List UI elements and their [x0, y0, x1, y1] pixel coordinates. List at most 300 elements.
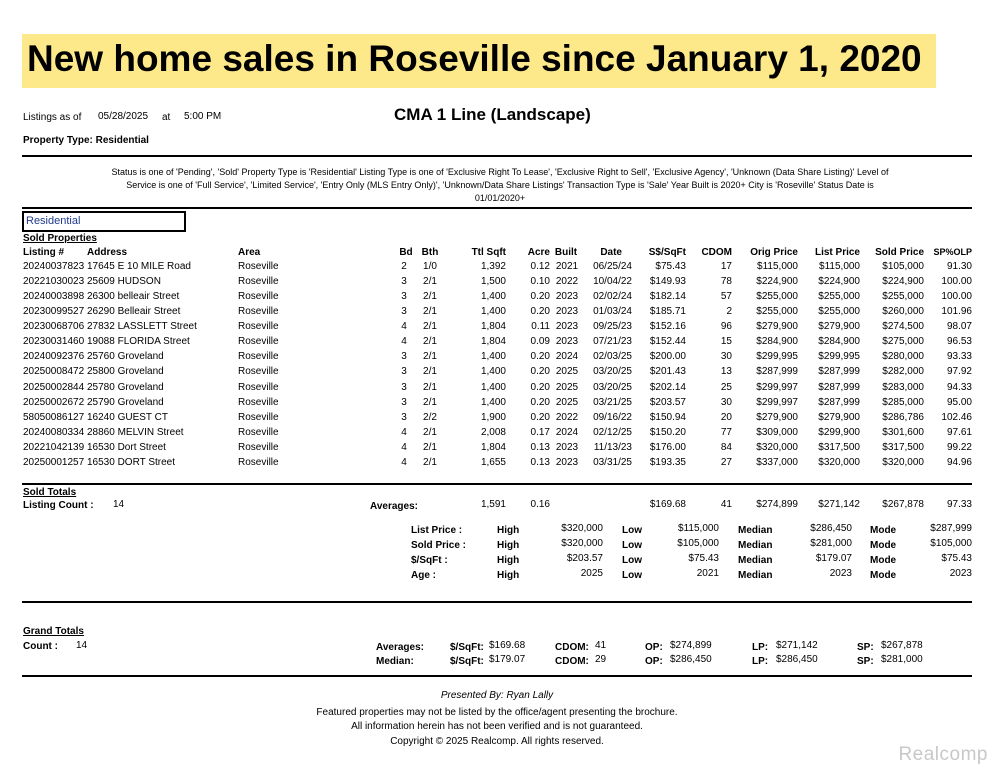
- stat-row: [0, 523, 994, 538]
- cell-date: 10/04/22: [593, 276, 632, 288]
- sold-properties-label: Sold Properties: [23, 233, 97, 244]
- stat-high-value: 2025: [580, 568, 603, 579]
- cell-cdom: 57: [720, 291, 732, 303]
- cell-area: Roseville: [238, 321, 279, 333]
- cell-area: Roseville: [238, 336, 279, 348]
- cell-price-per-sqft: $202.14: [649, 381, 686, 393]
- grand-med-lp: $286,450: [776, 654, 818, 665]
- cell-sold-price: $224,900: [882, 276, 924, 288]
- cell-sold-price: $255,000: [882, 291, 924, 303]
- stat-low-value: $115,000: [678, 523, 719, 534]
- cell-cdom: 13: [720, 366, 732, 378]
- grand-cdom-label: CDOM:: [555, 642, 589, 653]
- column-header-sp-olp: SP%OLP: [933, 247, 972, 257]
- cell-year-built: 2025: [555, 396, 579, 408]
- column-header-year-built: Built: [554, 247, 578, 258]
- cell-total-sqft: 1,655: [480, 456, 506, 468]
- stat-mode-label: Mode: [870, 525, 897, 536]
- cell-area: Roseville: [238, 426, 279, 438]
- cell-listing-number: 20250008472: [23, 366, 85, 378]
- table-row: [0, 306, 994, 321]
- cell-date: 03/31/25: [593, 456, 632, 468]
- cell-area: Roseville: [238, 351, 279, 363]
- cell-list-price: $287,999: [818, 381, 860, 393]
- table-header: [0, 247, 994, 262]
- avg-sqft: 1,591: [480, 499, 506, 510]
- cell-address: 28860 MELVIN Street: [87, 426, 184, 438]
- grand-avg-cdom: 41: [595, 640, 607, 651]
- table-row: [0, 427, 994, 442]
- report-time: 5:00 PM: [184, 111, 222, 122]
- cell-bedrooms: 3: [401, 276, 407, 288]
- listing-count-label: Listing Count :: [23, 500, 94, 511]
- cell-acre: 0.11: [531, 321, 550, 333]
- avg-cdom: 41: [720, 499, 732, 510]
- cell-baths: 2/1: [423, 381, 437, 393]
- grand-med-op: $286,450: [670, 654, 712, 665]
- stat-label: Sold Price :: [411, 540, 467, 551]
- cell-address: 16530 Dort Street: [87, 441, 166, 453]
- cell-area: Roseville: [238, 411, 279, 423]
- cell-price-per-sqft: $149.93: [649, 276, 686, 288]
- column-header-area: Area: [238, 247, 261, 258]
- stat-low-label: Low: [622, 525, 642, 536]
- cell-acre: 0.20: [530, 381, 550, 393]
- cell-date: 03/20/25: [593, 381, 632, 393]
- cell-price-per-sqft: $182.14: [649, 291, 686, 303]
- stat-label: $/SqFt :: [411, 555, 448, 566]
- criteria-line-2: Service is one of 'Full Service', 'Limited Service', 'Entry Only (MLS Entry Only)', 'Unknown/Data Share Listings' Transaction Type is 'Sale' Year Built is 2020+ City is 'Roseville' Status Date is: [126, 180, 874, 190]
- cell-sp-olp: 101.96: [941, 306, 972, 318]
- disclaimer-line-1: Featured properties may not be listed by the office/agent presenting the brochure.: [316, 707, 678, 718]
- stat-low-value: 2021: [696, 568, 719, 579]
- cell-sp-olp: 99.22: [946, 441, 972, 453]
- grand-avg-op: $274,899: [670, 640, 712, 651]
- grand-med-ppsf: $179.07: [489, 654, 526, 665]
- cell-year-built: 2023: [555, 456, 579, 468]
- cell-baths: 2/1: [423, 336, 437, 348]
- stat-mode-label: Mode: [870, 540, 897, 551]
- cell-cdom: 15: [720, 336, 732, 348]
- stat-high-label: High: [497, 525, 520, 536]
- cell-total-sqft: 1,400: [480, 351, 506, 363]
- table-row: [0, 321, 994, 336]
- stat-mode-value: $287,999: [930, 523, 972, 534]
- cell-sold-price: $285,000: [882, 396, 924, 408]
- stat-high-value: $203.57: [566, 553, 603, 564]
- table-row: [0, 397, 994, 412]
- cell-year-built: 2023: [555, 306, 579, 318]
- cell-price-per-sqft: $176.00: [649, 441, 686, 453]
- cell-address: 16530 DORT Street: [87, 456, 176, 468]
- cell-year-built: 2023: [555, 336, 579, 348]
- cell-date: 06/25/24: [593, 261, 632, 272]
- table-row: [0, 276, 994, 291]
- cell-listing-number: 20221030023: [23, 276, 85, 288]
- stat-median-label: Median: [738, 555, 773, 566]
- column-header-orig-price: Orig Price: [750, 247, 798, 258]
- cell-baths: 2/1: [423, 396, 437, 408]
- cell-year-built: 2022: [555, 276, 579, 288]
- cell-bedrooms: 3: [401, 306, 407, 318]
- stat-row: [0, 553, 994, 568]
- cell-bedrooms: 2: [401, 261, 407, 272]
- cell-baths: 2/1: [423, 441, 437, 453]
- cell-orig-price: $337,000: [756, 456, 798, 468]
- cell-orig-price: $279,900: [756, 411, 798, 423]
- grand-avg-sp: $267,878: [881, 640, 923, 651]
- cell-total-sqft: 1,804: [480, 336, 506, 348]
- cell-price-per-sqft: $193.35: [649, 456, 686, 468]
- table-row: [0, 336, 994, 351]
- listings-as-of-label: Listings as of: [23, 112, 82, 123]
- stat-mode-label: Mode: [870, 555, 897, 566]
- banner: [22, 34, 936, 88]
- table-row: [0, 412, 994, 427]
- cell-list-price: $115,000: [819, 261, 860, 272]
- stat-high-label: High: [497, 570, 520, 581]
- cell-cdom: 30: [720, 351, 732, 363]
- cell-cdom: 2: [726, 306, 732, 318]
- cell-year-built: 2024: [555, 426, 579, 438]
- grand-lp-label: LP:: [752, 642, 769, 653]
- cell-year-built: 2023: [555, 291, 579, 303]
- grand-averages-label: Averages:: [376, 642, 424, 653]
- cell-orig-price: $309,000: [756, 426, 798, 438]
- report-date: 05/28/2025: [98, 111, 149, 122]
- cell-acre: 0.13: [530, 456, 550, 468]
- cell-orig-price: $115,000: [757, 261, 798, 272]
- criteria-line-1: Status is one of 'Pending', 'Sold' Property Type is 'Residential' Listing Type is one of 'Exclusive Right To Lease', 'Exclusive Right to Sell', 'Exclusive Agency', 'Unknown (Data Share Listing)' Level of: [111, 167, 889, 177]
- cell-baths: 2/1: [423, 426, 437, 438]
- grand-ppsf-label: $/SqFt:: [450, 656, 484, 667]
- grand-med-cdom: 29: [595, 654, 607, 665]
- stat-row: [0, 568, 994, 583]
- stat-high-value: $320,000: [561, 523, 603, 534]
- grand-avg-lp: $271,142: [776, 640, 818, 651]
- cell-price-per-sqft: $150.20: [649, 426, 686, 438]
- cell-acre: 0.20: [530, 411, 550, 423]
- grand-sp-label: SP:: [857, 656, 874, 667]
- cell-list-price: $255,000: [818, 306, 860, 318]
- cell-cdom: 20: [720, 411, 732, 423]
- cell-cdom: 17: [720, 261, 732, 272]
- count-value: 14: [76, 640, 88, 651]
- stat-median-label: Median: [738, 570, 773, 581]
- cell-bedrooms: 4: [401, 426, 407, 438]
- cell-price-per-sqft: $152.44: [649, 336, 686, 348]
- table-row: [0, 457, 994, 472]
- copyright: Copyright © 2025 Realcomp. All rights reserved.: [390, 736, 604, 747]
- cell-total-sqft: 1,400: [480, 396, 506, 408]
- column-header-cdom: CDOM: [701, 247, 732, 258]
- cell-sp-olp: 97.61: [946, 426, 972, 438]
- cell-acre: 0.20: [530, 291, 550, 303]
- cell-address: 25760 Groveland: [87, 351, 164, 363]
- cell-date: 09/16/22: [593, 411, 632, 423]
- cell-listing-number: 20230099527: [23, 306, 85, 318]
- avg-list-price: $271,142: [818, 499, 860, 510]
- cell-acre: 0.20: [530, 351, 550, 363]
- cell-acre: 0.13: [530, 441, 550, 453]
- cell-year-built: 2022: [555, 411, 579, 423]
- cell-listing-number: 20230031460: [23, 336, 85, 348]
- column-header-listing-number: Listing #: [23, 247, 65, 258]
- cell-list-price: $255,000: [818, 291, 860, 303]
- column-header-total-sqft: Ttl Sqft: [471, 247, 506, 258]
- cell-area: Roseville: [238, 456, 279, 468]
- cell-orig-price: $320,000: [756, 441, 798, 453]
- cell-bedrooms: 3: [401, 396, 407, 408]
- stat-row: [0, 538, 994, 553]
- cell-address: 19088 FLORIDA Street: [87, 336, 190, 348]
- cell-address: 26300 belleair Street: [87, 291, 180, 303]
- cell-list-price: $317,500: [818, 441, 860, 453]
- cell-list-price: $299,900: [818, 426, 860, 438]
- cell-address: 27832 LASSLETT Street: [87, 321, 197, 333]
- cell-price-per-sqft: $203.57: [649, 396, 686, 408]
- cell-acre: 0.12: [530, 261, 550, 272]
- column-header-address: Address: [87, 247, 128, 258]
- avg-sp-olp: 97.33: [946, 499, 972, 510]
- table-row: [0, 261, 994, 276]
- cell-year-built: 2023: [555, 321, 579, 333]
- stat-mode-value: $75.43: [941, 553, 972, 564]
- cell-sp-olp: 93.33: [946, 351, 972, 363]
- realcomp-watermark: Realcomp: [898, 744, 988, 765]
- report-title: CMA 1 Line (Landscape): [394, 105, 591, 124]
- stat-high-label: High: [497, 555, 520, 566]
- property-type: Property Type: Residential: [23, 135, 149, 146]
- cell-sp-olp: 102.46: [941, 411, 972, 423]
- cell-total-sqft: 1,900: [480, 411, 506, 423]
- at-label: at: [162, 112, 171, 123]
- cell-cdom: 96: [720, 321, 732, 333]
- stat-median-value: $281,000: [810, 538, 852, 549]
- cell-year-built: 2025: [555, 366, 579, 378]
- cell-sold-price: $260,000: [882, 306, 924, 318]
- cell-sp-olp: 96.53: [946, 336, 972, 348]
- stat-median-value: 2023: [829, 568, 852, 579]
- cell-listing-number: 20240003898: [23, 291, 85, 303]
- cell-price-per-sqft: $201.43: [649, 366, 686, 378]
- stat-mode-value: 2023: [949, 568, 972, 579]
- cell-list-price: $320,000: [818, 456, 860, 468]
- grand-op-label: OP:: [645, 656, 663, 667]
- cell-area: Roseville: [238, 441, 279, 453]
- cell-date: 02/12/25: [593, 426, 632, 438]
- cell-listing-number: 58050086127: [23, 411, 85, 423]
- stat-median-value: $286,450: [810, 523, 852, 534]
- cell-baths: 2/1: [423, 456, 437, 468]
- grand-med-sp: $281,000: [881, 654, 923, 665]
- cell-cdom: 77: [720, 426, 732, 438]
- cell-listing-number: 20230068706: [23, 321, 85, 333]
- cell-total-sqft: 1,400: [480, 381, 506, 393]
- cell-year-built: 2021: [555, 261, 579, 272]
- avg-ppsf: $169.68: [649, 499, 686, 510]
- cell-acre: 0.10: [530, 276, 550, 288]
- cell-date: 11/13/23: [593, 441, 632, 453]
- cell-price-per-sqft: $75.43: [655, 261, 686, 272]
- column-header-acre: Acre: [527, 247, 550, 258]
- cell-baths: 2/1: [423, 276, 437, 288]
- cell-listing-number: 20221042139: [23, 441, 85, 453]
- grand-averages-row: [0, 640, 994, 655]
- stat-label: List Price :: [411, 525, 463, 536]
- cell-orig-price: $299,997: [756, 381, 798, 393]
- cell-list-price: $279,900: [818, 321, 860, 333]
- cell-year-built: 2025: [555, 381, 579, 393]
- cell-price-per-sqft: $185.71: [649, 306, 686, 318]
- criteria-line-3: 01/01/2020+: [474, 193, 526, 203]
- cell-year-built: 2024: [555, 351, 579, 363]
- cell-area: Roseville: [238, 396, 279, 408]
- cell-orig-price: $255,000: [756, 306, 798, 318]
- cell-address: 17645 E 10 MILE Road: [87, 261, 191, 272]
- cell-acre: 0.20: [530, 396, 550, 408]
- table-row: [0, 366, 994, 381]
- column-header-price-per-sqft: S$/SqFt: [648, 247, 686, 258]
- column-header-date: Date: [600, 247, 622, 258]
- cell-cdom: 84: [720, 441, 732, 453]
- stat-median-label: Median: [738, 525, 773, 536]
- cell-sold-price: $275,000: [882, 336, 924, 348]
- table-row: [0, 291, 994, 306]
- stat-low-label: Low: [622, 540, 642, 551]
- cell-bedrooms: 4: [401, 456, 407, 468]
- averages-row: [0, 499, 994, 514]
- grand-cdom-label: CDOM:: [555, 656, 589, 667]
- cell-cdom: 30: [720, 396, 732, 408]
- cell-date: 01/03/24: [593, 306, 632, 318]
- cell-date: 02/02/24: [593, 291, 632, 303]
- cell-sold-price: $286,786: [882, 411, 924, 423]
- cell-sold-price: $282,000: [882, 366, 924, 378]
- cell-sold-price: $320,000: [882, 456, 924, 468]
- cell-sold-price: $280,000: [882, 351, 924, 363]
- column-header-baths: Bth: [421, 247, 439, 258]
- table-row: [0, 382, 994, 397]
- cell-acre: 0.20: [530, 366, 550, 378]
- cell-acre: 0.20: [530, 306, 550, 318]
- cell-total-sqft: 1,392: [480, 261, 506, 272]
- stat-mode-value: $105,000: [930, 538, 972, 549]
- cell-total-sqft: 1,400: [480, 366, 506, 378]
- cell-orig-price: $287,999: [756, 366, 798, 378]
- stat-mode-label: Mode: [870, 570, 897, 581]
- cell-list-price: $224,900: [818, 276, 860, 288]
- cell-bedrooms: 4: [401, 441, 407, 453]
- cell-address: 25800 Groveland: [87, 366, 164, 378]
- cell-listing-number: 20250002672: [23, 396, 85, 408]
- avg-orig-price: $274,899: [756, 499, 798, 510]
- count-label: Count :: [23, 641, 58, 652]
- cell-sp-olp: 98.07: [946, 321, 972, 333]
- cell-total-sqft: 2,008: [480, 426, 506, 438]
- cell-sold-price: $317,500: [882, 441, 924, 453]
- grand-totals-label: Grand Totals: [23, 626, 84, 637]
- cell-area: Roseville: [238, 306, 279, 318]
- divider: [22, 483, 972, 485]
- cell-sold-price: $283,000: [882, 381, 924, 393]
- cell-sp-olp: 91.30: [946, 261, 972, 272]
- cell-address: 25609 HUDSON: [87, 276, 161, 288]
- cell-cdom: 27: [720, 456, 732, 468]
- cell-listing-number: 20250002844: [23, 381, 85, 393]
- cell-bedrooms: 3: [401, 366, 407, 378]
- cell-date: 03/21/25: [593, 396, 632, 408]
- cell-bedrooms: 4: [401, 321, 407, 333]
- cell-sp-olp: 100.00: [941, 291, 972, 303]
- cell-list-price: $279,900: [818, 411, 860, 423]
- averages-label: Averages:: [370, 501, 418, 512]
- cell-list-price: $284,900: [818, 336, 860, 348]
- cell-baths: 2/1: [423, 366, 437, 378]
- cell-list-price: $287,999: [818, 366, 860, 378]
- banner-title: New home sales in Roseville since January 1, 2020: [27, 38, 922, 79]
- grand-op-label: OP:: [645, 642, 663, 653]
- cell-cdom: 25: [720, 381, 732, 393]
- avg-sold-price: $267,878: [882, 499, 924, 510]
- cell-total-sqft: 1,804: [480, 321, 506, 333]
- table-row: [0, 442, 994, 457]
- cell-sp-olp: 94.96: [946, 456, 972, 468]
- cell-area: Roseville: [238, 291, 279, 303]
- cell-baths: 2/1: [423, 306, 437, 318]
- cell-price-per-sqft: $152.16: [649, 321, 686, 333]
- stat-median-value: $179.07: [815, 553, 852, 564]
- cell-date: 09/25/23: [593, 321, 632, 333]
- cell-orig-price: $284,900: [756, 336, 798, 348]
- grand-median-row: [0, 654, 994, 669]
- presented-by: Presented By: Ryan Lally: [440, 690, 554, 701]
- cell-baths: 1/0: [423, 261, 437, 272]
- cell-sp-olp: 97.92: [946, 366, 972, 378]
- cell-baths: 2/2: [423, 411, 437, 423]
- stat-low-value: $105,000: [677, 538, 719, 549]
- cell-baths: 2/1: [423, 291, 437, 303]
- cell-address: 25780 Groveland: [87, 381, 164, 393]
- divider: [22, 601, 972, 603]
- cell-list-price: $299,995: [818, 351, 860, 363]
- cell-bedrooms: 3: [401, 381, 407, 393]
- cell-sold-price: $301,600: [882, 426, 924, 438]
- section-box-label: Residential: [26, 215, 81, 227]
- divider: [22, 675, 972, 677]
- cell-orig-price: $279,900: [756, 321, 798, 333]
- cell-sold-price: $105,000: [882, 261, 924, 272]
- divider: [22, 155, 972, 157]
- cell-date: 07/21/23: [593, 336, 632, 348]
- column-header-bedrooms: Bd: [399, 247, 413, 258]
- grand-median-label: Median:: [376, 656, 414, 667]
- cell-year-built: 2023: [555, 441, 579, 453]
- cell-bedrooms: 4: [401, 336, 407, 348]
- stat-high-label: High: [497, 540, 520, 551]
- stat-high-value: $320,000: [561, 538, 603, 549]
- criteria: [90, 166, 910, 205]
- cell-bedrooms: 3: [401, 351, 407, 363]
- disclaimer-line-2: All information herein has not been verified and is not guaranteed.: [351, 721, 643, 732]
- cell-area: Roseville: [238, 381, 279, 393]
- cell-listing-number: 20250001257: [23, 456, 85, 468]
- stat-median-label: Median: [738, 540, 773, 551]
- stat-low-label: Low: [622, 570, 642, 581]
- cell-date: 03/20/25: [593, 366, 632, 378]
- cell-listing-number: 20240080334: [23, 426, 85, 438]
- cell-price-per-sqft: $150.94: [649, 411, 686, 423]
